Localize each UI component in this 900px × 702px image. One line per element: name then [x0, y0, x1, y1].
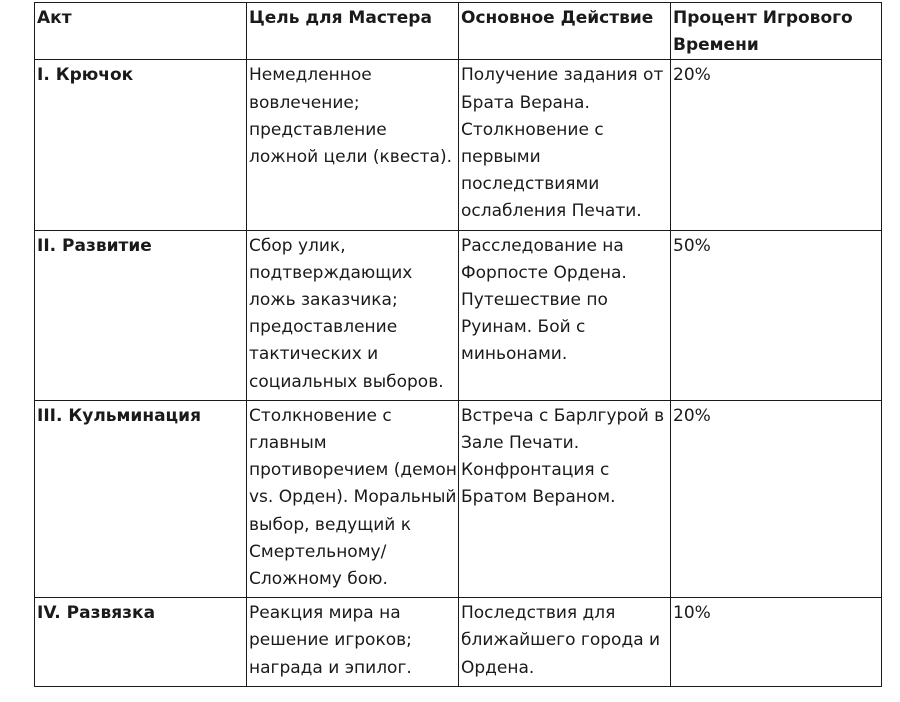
percent-cell: 20% — [671, 400, 882, 597]
goal-cell: Немедленное вовлечение; представление ложной цели (квеста). — [247, 60, 459, 230]
goal-cell: Столкновение с главным противоречием (демон vs. Орден). Моральный выбор, ведущий к Смертельному/Сложному бою. — [247, 400, 459, 597]
table-row — [35, 230, 882, 400]
header-game-time-percent: Процент Игрового Времени — [671, 3, 882, 60]
percent-cell: 50% — [671, 230, 882, 400]
action-cell: Последствия для ближайшего города и Ордена. — [459, 598, 671, 687]
action-cell: Получение задания от Брата Верана. Столкновение с первыми последствиями ослабления Печати. — [459, 60, 671, 230]
act-cell: I. Крючок — [35, 60, 247, 230]
table-row — [35, 598, 882, 687]
action-cell: Встреча с Барлгурой в Зале Печати. Конфронтация с Братом Вераном. — [459, 400, 671, 597]
action-cell: Расследование на Форпосте Ордена. Путешествие по Руинам. Бой с миньонами. — [459, 230, 671, 400]
table-row — [35, 60, 882, 230]
table-row — [35, 400, 882, 597]
table-header-row — [35, 3, 882, 60]
percent-cell: 20% — [671, 60, 882, 230]
goal-cell: Сбор улик, подтверждающих ложь заказчика; предоставление тактических и социальных выборов. — [247, 230, 459, 400]
act-cell: III. Кульминация — [35, 400, 247, 597]
goal-cell: Реакция мира на решение игроков; награда и эпилог. — [247, 598, 459, 687]
header-act: Акт — [35, 3, 247, 60]
act-cell: IV. Развязка — [35, 598, 247, 687]
percent-cell: 10% — [671, 598, 882, 687]
header-master-goal: Цель для Мастера — [247, 3, 459, 60]
act-cell: II. Развитие — [35, 230, 247, 400]
header-main-action: Основное Действие — [459, 3, 671, 60]
acts-table — [34, 2, 882, 687]
